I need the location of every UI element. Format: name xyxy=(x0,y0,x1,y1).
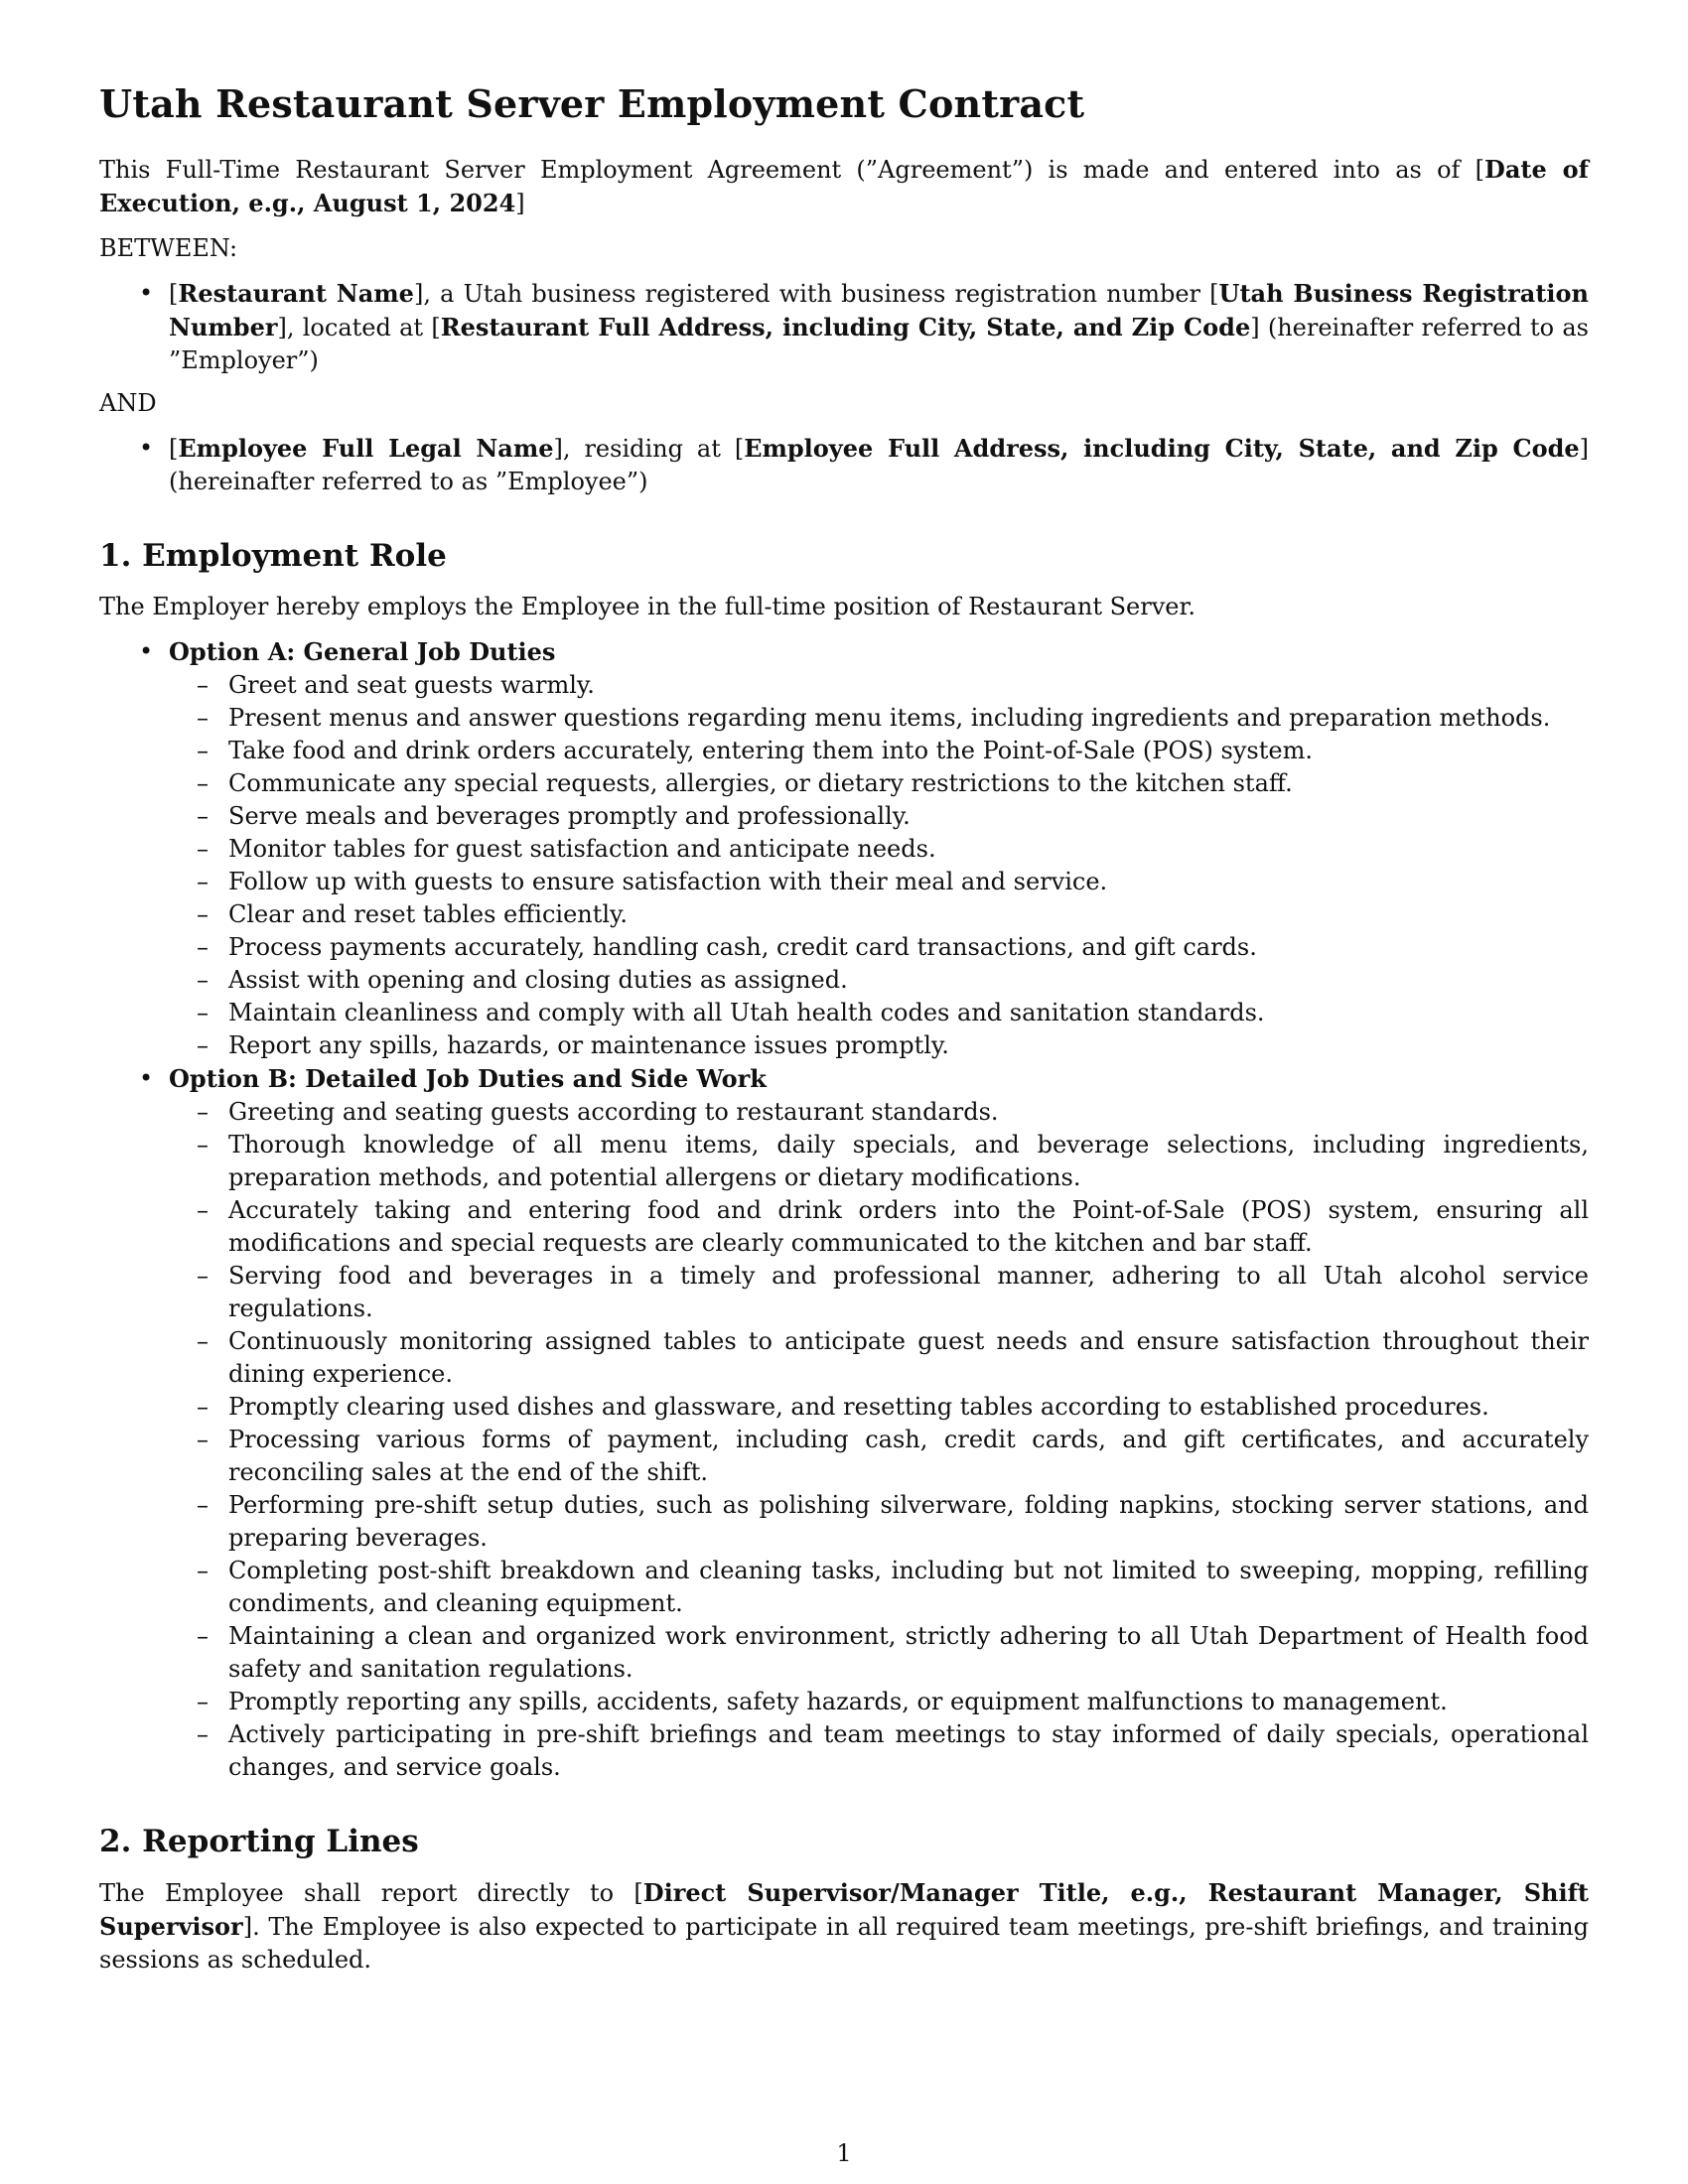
duty-item: – Serving food and beverages in a timely and professional manner, adhering to all Utah alcohol service regulations. xyxy=(169,1260,1589,1325)
employee-text: , residing at xyxy=(562,434,735,463)
duty-item: – Process payments accurately, handling cash, credit card transactions, and gift cards. xyxy=(169,931,1589,964)
date-placeholder: Date of Execution, e.g., August 1, 2024 xyxy=(99,154,1590,217)
employer-text: , a Utah business registered with business registration number xyxy=(423,279,1210,308)
duty-item: – Performing pre-shift setup duties, such as polishing silverware, folding napkins, stocking server stations, and preparing beverages. xyxy=(169,1489,1589,1555)
duty-item: – Maintain cleanliness and comply with all Utah health codes and sanitation standards. xyxy=(169,997,1589,1029)
employee-name-placeholder: Employee Full Legal Name xyxy=(178,433,554,463)
section-heading-employment-role: 1. Employment Role xyxy=(99,537,447,574)
intro-paragraph: This Full-Time Restaurant Server Employment Agreement (”Agreement”) is made and entered into as of [Date of Execution, e.g., August 1, 2024] xyxy=(99,154,1590,217)
duty-item: – Maintaining a clean and organized work environment, strictly adhering to all Utah Department of Health food safety and sanitation regulations. xyxy=(169,1620,1589,1686)
duty-item: – Thorough knowledge of all menu items, daily specials, and beverage selections, including ingredients, preparation methods, and potential allergens or dietary modifications. xyxy=(169,1129,1589,1194)
duty-item: – Present menus and answer questions regarding menu items, including ingredients and preparation methods. xyxy=(169,702,1589,735)
registration-placeholder: Utah Business Registration Number xyxy=(169,278,1589,341)
duty-item: – Follow up with guests to ensure satisfaction with their meal and service. xyxy=(169,866,1589,898)
section2-text: . The Employee is also expected to participate in all required team meetings, pre-shift briefings, and training sessions as scheduled. xyxy=(99,1912,1589,1974)
job-duty-options xyxy=(99,635,1589,1784)
duty-item: – Processing various forms of payment, including cash, credit cards, and gift certificates, and accurately reconciling sales at the end of the shift. xyxy=(169,1424,1589,1489)
duty-item: – Accurately taking and entering food and drink orders into the Point-of-Sale (POS) system, ensuring all modifications and special requests are clearly communicated to the kitchen and bar staff. xyxy=(169,1194,1589,1260)
duty-item: – Promptly clearing used dishes and glassware, and resetting tables according to established procedures. xyxy=(169,1391,1589,1424)
duty-item: – Continuously monitoring assigned tables to anticipate guest needs and ensure satisfaction throughout their dining experience. xyxy=(169,1325,1589,1391)
employer-name-placeholder: Restaurant Name xyxy=(178,278,414,308)
duty-item: – Communicate any special requests, allergies, or dietary restrictions to the kitchen staff. xyxy=(169,767,1589,800)
option-b xyxy=(99,1062,1589,1784)
document-title: Utah Restaurant Server Employment Contract xyxy=(99,81,1085,126)
employee-address-placeholder: Employee Full Address, including City, State, and Zip Code xyxy=(744,433,1580,463)
option-a xyxy=(99,635,1589,1062)
duty-item: – Report any spills, hazards, or maintenance issues promptly. xyxy=(169,1029,1589,1062)
duty-item: – Assist with opening and closing duties as assigned. xyxy=(169,964,1589,997)
employer-list xyxy=(99,277,1589,377)
duty-item: – Monitor tables for guest satisfaction and anticipate needs. xyxy=(169,833,1589,866)
duty-item: – Promptly reporting any spills, accidents, safety hazards, or equipment malfunctions to management. xyxy=(169,1686,1589,1718)
option-b-title: Option B: Detailed Job Duties and Side Work xyxy=(169,1063,767,1093)
duty-item: – Take food and drink orders accurately, entering them into the Point-of-Sale (POS) system. xyxy=(169,735,1589,767)
duty-item: – Serve meals and beverages promptly and professionally. xyxy=(169,800,1589,833)
option-a-title: Option A: General Job Duties xyxy=(169,636,556,666)
option-b-duties xyxy=(169,1096,1589,1784)
between-label: BETWEEN: xyxy=(99,233,238,262)
supervisor-placeholder: Direct Supervisor/Manager Title, e.g., Restaurant Manager, Shift Supervisor xyxy=(99,1877,1589,1941)
duty-item: – Clear and reset tables efficiently. xyxy=(169,898,1589,931)
duty-item: – Completing post-shift breakdown and cleaning tasks, including but not limited to sweeping, mopping, refilling condiments, and cleaning equipment. xyxy=(169,1555,1589,1620)
option-a-duties xyxy=(169,669,1589,1062)
page-number: 1 xyxy=(836,2139,852,2167)
employer-text: , located at xyxy=(286,313,432,341)
section1-intro: The Employer hereby employs the Employee in the full-time position of Restaurant Server. xyxy=(99,592,1196,620)
employer-item: • [Restaurant Name], a Utah business registered with business registration number [Utah Business Registration Number], located at [Restaurant Full Address, including City, State, and Zip Code] (hereinafter referred to as ”Employer”) xyxy=(99,277,1589,377)
and-label: AND xyxy=(99,388,157,417)
document-page xyxy=(99,81,1589,1988)
employee-item: • [Employee Full Legal Name], residing at [Employee Full Address, including City, State, and Zip Code] (hereinafter referred to as ”Employee”) xyxy=(99,432,1589,498)
duty-item: – Greeting and seating guests according to restaurant standards. xyxy=(169,1096,1589,1129)
section2-text: The Employee shall report directly to xyxy=(99,1878,634,1907)
duty-item: – Actively participating in pre-shift briefings and team meetings to stay informed of daily specials, operational changes, and service goals. xyxy=(169,1718,1589,1784)
employer-address-placeholder: Restaurant Full Address, including City, State, and Zip Code xyxy=(440,312,1251,341)
employee-text: (hereinafter referred to as ”Employee”) xyxy=(169,467,648,495)
section2-paragraph: The Employee shall report directly to [Direct Supervisor/Manager Title, e.g., Restaurant Manager, Shift Supervisor]. The Employee is also expected to participate in all required team meetings, pre-shift briefings, and training sessions as scheduled. xyxy=(99,1877,1589,1974)
employer-text: (hereinafter referred to as ”Employer”) xyxy=(169,313,1589,374)
intro-text: This Full-Time Restaurant Server Employment Agreement (”Agreement”) is made and entered into as of xyxy=(99,155,1476,184)
section-heading-reporting-lines: 2. Reporting Lines xyxy=(99,1823,419,1859)
employee-list xyxy=(99,432,1589,498)
duty-item: – Greet and seat guests warmly. xyxy=(169,669,1589,702)
